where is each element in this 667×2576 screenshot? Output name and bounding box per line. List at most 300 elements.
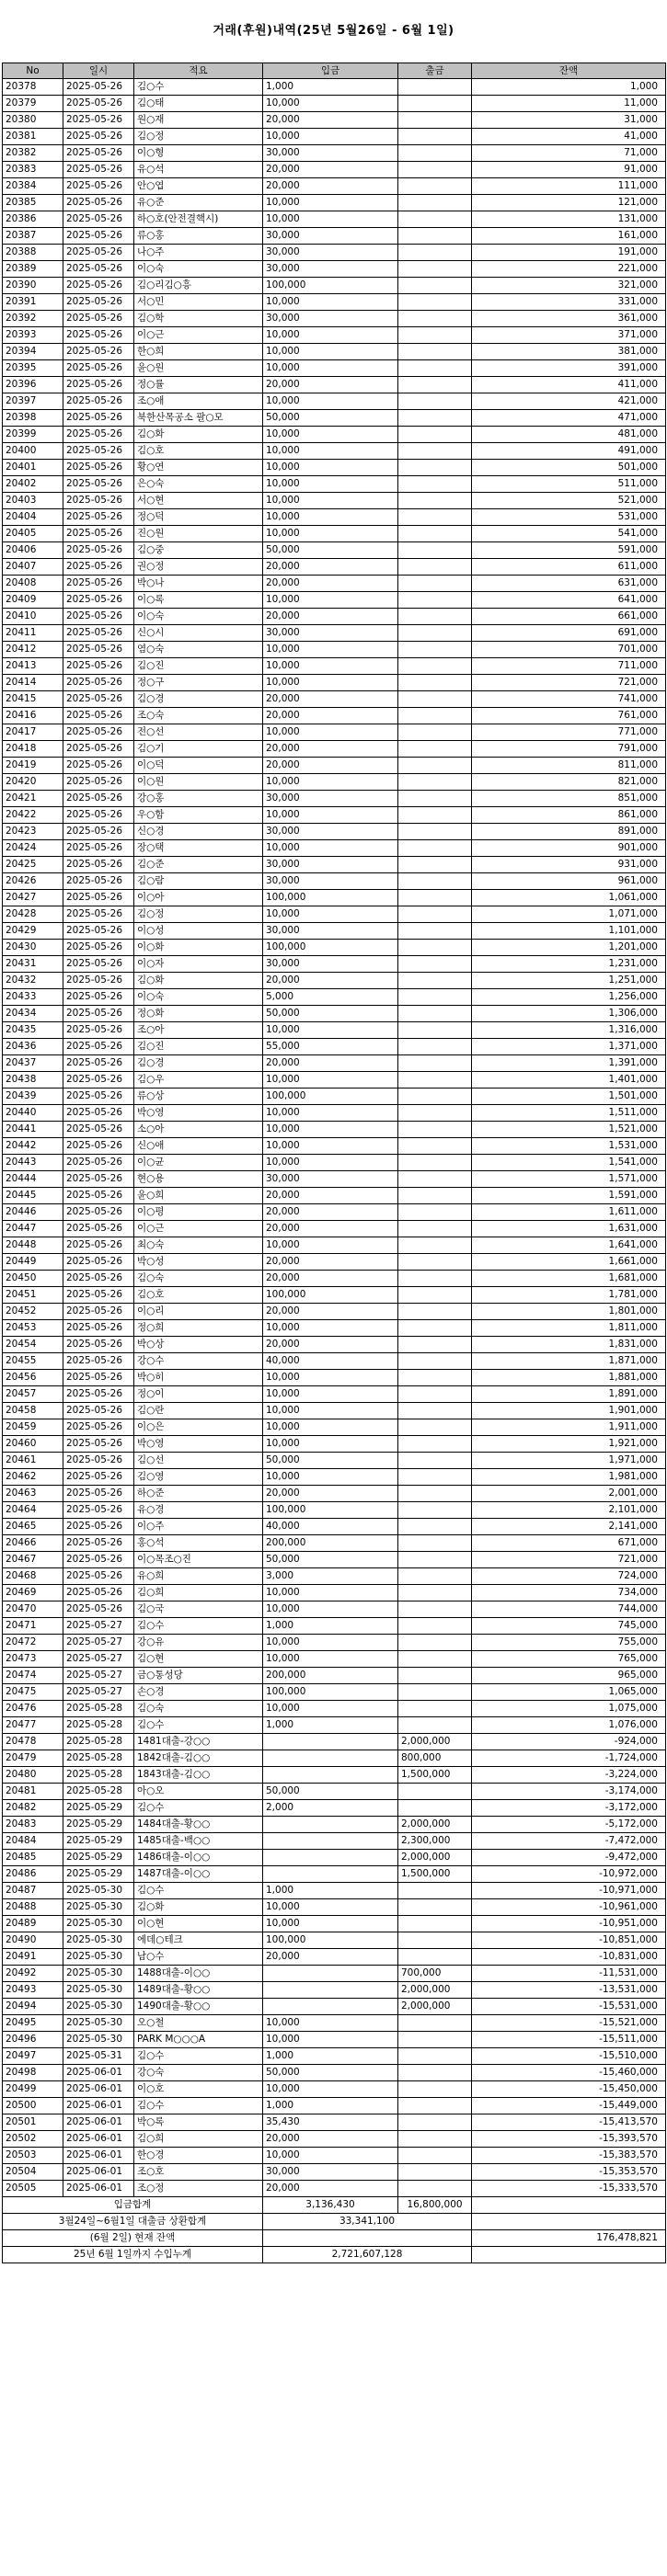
table-row (3, 724, 666, 741)
cell-no: 20478 (3, 1734, 63, 1750)
cell-withdrawal (398, 1254, 472, 1271)
cell-description: 1490대출-황○○ (134, 1999, 263, 2015)
cell-no: 20402 (3, 476, 63, 493)
cell-balance: 421,000 (472, 393, 666, 410)
cell-no: 20404 (3, 509, 63, 526)
table-row (3, 1701, 666, 1717)
cell-description: 김○수 (134, 1800, 263, 1817)
cell-balance: 1,541,000 (472, 1155, 666, 1171)
balance-empty (263, 2230, 472, 2247)
cell-date: 2025-05-26 (63, 211, 134, 228)
table-row (3, 393, 666, 410)
cell-balance: 1,631,000 (472, 1221, 666, 1237)
cell-withdrawal (398, 443, 472, 460)
balance-value: 176,478,821 (472, 2230, 666, 2247)
cell-description: 나○주 (134, 245, 263, 261)
cell-balance: 1,076,000 (472, 1717, 666, 1734)
cell-date: 2025-05-26 (63, 311, 134, 327)
table-row (3, 1122, 666, 1138)
cell-deposit: 20,000 (263, 377, 398, 393)
cell-deposit: 1,000 (263, 1717, 398, 1734)
cell-description: 이○균 (134, 1155, 263, 1171)
column-header-no: No (3, 63, 63, 79)
cell-deposit: 30,000 (263, 873, 398, 890)
cell-no: 20432 (3, 973, 63, 989)
cell-withdrawal (398, 609, 472, 625)
table-row (3, 1304, 666, 1320)
cell-balance: 41,000 (472, 129, 666, 145)
cell-description: 한○경 (134, 2148, 263, 2164)
cell-description: 에데○테크 (134, 1932, 263, 1949)
cell-no: 20447 (3, 1221, 63, 1237)
cell-balance: 1,071,000 (472, 906, 666, 923)
cell-withdrawal: 2,300,000 (398, 1833, 472, 1850)
cell-date: 2025-05-26 (63, 1370, 134, 1386)
cell-date: 2025-05-26 (63, 509, 134, 526)
cell-no: 20479 (3, 1750, 63, 1767)
cell-date: 2025-05-26 (63, 1006, 134, 1022)
cell-description: 강○수 (134, 1353, 263, 1370)
cell-deposit: 20,000 (263, 576, 398, 592)
cell-balance: -15,353,570 (472, 2164, 666, 2181)
cell-withdrawal (398, 906, 472, 923)
table-row (3, 377, 666, 393)
table-row (3, 2131, 666, 2148)
cell-balance: 631,000 (472, 576, 666, 592)
cell-no: 20459 (3, 1419, 63, 1436)
cell-withdrawal (398, 96, 472, 112)
cell-description: 1486대출-이○○ (134, 1850, 263, 1866)
cell-no: 20452 (3, 1304, 63, 1320)
cell-no: 20451 (3, 1287, 63, 1304)
table-row (3, 1171, 666, 1188)
cell-no: 20466 (3, 1535, 63, 1552)
cell-description: 김○경 (134, 691, 263, 708)
cell-date: 2025-05-26 (63, 758, 134, 774)
cell-deposit: 100,000 (263, 1287, 398, 1304)
cell-description: 박○영 (134, 1436, 263, 1453)
cell-no: 20492 (3, 1966, 63, 1982)
table-row (3, 1403, 666, 1419)
cell-balance: -1,724,000 (472, 1750, 666, 1767)
column-header-description: 적요 (134, 63, 263, 79)
cell-description: 김○수 (134, 2098, 263, 2114)
table-row (3, 1370, 666, 1386)
cell-description: 진○원 (134, 526, 263, 542)
cell-withdrawal (398, 1684, 472, 1701)
cell-no: 20413 (3, 658, 63, 675)
cell-deposit: 10,000 (263, 2032, 398, 2048)
table-row (3, 2065, 666, 2081)
table-row (3, 1237, 666, 1254)
table-row (3, 443, 666, 460)
cell-no: 20439 (3, 1089, 63, 1105)
cell-no: 20391 (3, 294, 63, 311)
cell-withdrawal (398, 2114, 472, 2131)
cell-no: 20476 (3, 1701, 63, 1717)
cell-balance: 721,000 (472, 675, 666, 691)
table-row (3, 1188, 666, 1204)
cell-date: 2025-05-26 (63, 1403, 134, 1419)
cell-date: 2025-05-30 (63, 1966, 134, 1982)
cell-balance: 791,000 (472, 741, 666, 758)
table-row (3, 1138, 666, 1155)
cell-balance: 1,781,000 (472, 1287, 666, 1304)
cell-date: 2025-05-26 (63, 1204, 134, 1221)
cell-no: 20384 (3, 178, 63, 195)
cell-balance: 321,000 (472, 278, 666, 294)
table-row (3, 906, 666, 923)
cell-date: 2025-05-26 (63, 96, 134, 112)
table-row (3, 1618, 666, 1635)
cell-no: 20385 (3, 195, 63, 211)
cell-deposit: 100,000 (263, 1932, 398, 1949)
cell-balance: 1,371,000 (472, 1039, 666, 1055)
cell-withdrawal (398, 211, 472, 228)
cell-withdrawal (398, 278, 472, 294)
cell-no: 20481 (3, 1784, 63, 1800)
cell-withdrawal (398, 1287, 472, 1304)
cell-deposit: 20,000 (263, 1221, 398, 1237)
cell-withdrawal (398, 112, 472, 129)
cell-deposit: 1,000 (263, 2048, 398, 2065)
cell-date: 2025-05-26 (63, 526, 134, 542)
table-row (3, 807, 666, 824)
cell-date: 2025-05-26 (63, 1386, 134, 1403)
cell-date: 2025-05-30 (63, 1932, 134, 1949)
cell-description: 유○희 (134, 1568, 263, 1585)
cell-balance: 2,141,000 (472, 1519, 666, 1535)
cell-deposit (263, 1767, 398, 1784)
cell-no: 20379 (3, 96, 63, 112)
cell-balance: 91,000 (472, 162, 666, 178)
cell-no: 20430 (3, 940, 63, 956)
cell-description: 김○정 (134, 129, 263, 145)
cell-balance: -924,000 (472, 1734, 666, 1750)
table-row (3, 112, 666, 129)
cell-description: 1481대출-강○○ (134, 1734, 263, 1750)
cell-withdrawal (398, 2032, 472, 2048)
cell-balance: -9,472,000 (472, 1850, 666, 1866)
cell-description: 김○기 (134, 741, 263, 758)
cell-date: 2025-05-26 (63, 1320, 134, 1337)
cell-withdrawal (398, 1188, 472, 1204)
cell-date: 2025-05-27 (63, 1651, 134, 1668)
cell-no: 20448 (3, 1237, 63, 1254)
cell-deposit: 10,000 (263, 96, 398, 112)
cell-date: 2025-05-26 (63, 1436, 134, 1453)
cell-deposit: 20,000 (263, 1055, 398, 1072)
cell-balance: 1,611,000 (472, 1204, 666, 1221)
cell-deposit: 10,000 (263, 1651, 398, 1668)
cell-description: 이○리 (134, 1304, 263, 1320)
cell-balance: -10,971,000 (472, 1883, 666, 1899)
cell-deposit: 20,000 (263, 1486, 398, 1502)
cell-no: 20423 (3, 824, 63, 840)
cell-description: 손○경 (134, 1684, 263, 1701)
table-row (3, 509, 666, 526)
cell-description: 조○애 (134, 393, 263, 410)
cell-date: 2025-05-26 (63, 1585, 134, 1601)
table-row (3, 1684, 666, 1701)
cell-withdrawal (398, 691, 472, 708)
cell-date: 2025-05-26 (63, 129, 134, 145)
cell-description: 박○록 (134, 2114, 263, 2131)
cell-withdrawal (398, 261, 472, 278)
cell-no: 20422 (3, 807, 63, 824)
cell-withdrawal: 2,000,000 (398, 1999, 472, 2015)
table-row (3, 228, 666, 245)
cell-description: 김○준 (134, 857, 263, 873)
cell-withdrawal (398, 741, 472, 758)
cell-no: 20437 (3, 1055, 63, 1072)
table-row (3, 360, 666, 377)
cell-date: 2025-06-01 (63, 2098, 134, 2114)
cell-no: 20405 (3, 526, 63, 542)
cell-balance: -15,511,000 (472, 2032, 666, 2048)
cell-date: 2025-06-01 (63, 2164, 134, 2181)
cell-date: 2025-05-26 (63, 1304, 134, 1320)
column-header-deposit: 입금 (263, 63, 398, 79)
cell-balance: 671,000 (472, 1535, 666, 1552)
cell-date: 2025-05-26 (63, 145, 134, 162)
table-row (3, 327, 666, 344)
cell-withdrawal (398, 840, 472, 857)
cell-balance: -10,951,000 (472, 1916, 666, 1932)
table-row (3, 1453, 666, 1469)
cell-no: 20502 (3, 2131, 63, 2148)
cell-description: 이○아 (134, 890, 263, 906)
cell-date: 2025-05-26 (63, 923, 134, 940)
cell-no: 20417 (3, 724, 63, 741)
cell-deposit: 10,000 (263, 195, 398, 211)
cell-date: 2025-05-26 (63, 1171, 134, 1188)
transaction-rows (3, 79, 666, 2197)
cell-balance: 734,000 (472, 1585, 666, 1601)
cell-withdrawal (398, 1072, 472, 1089)
table-row (3, 410, 666, 427)
cell-balance: 1,811,000 (472, 1320, 666, 1337)
table-row (3, 1221, 666, 1237)
cell-description: 이○호 (134, 2081, 263, 2098)
cell-withdrawal (398, 1949, 472, 1966)
cell-date: 2025-05-26 (63, 1237, 134, 1254)
cumulative-label: 25년 6월 1일까지 수입누계 (3, 2247, 263, 2263)
cell-description: 이○평 (134, 1204, 263, 1221)
cell-withdrawal (398, 940, 472, 956)
cell-description: 김○중 (134, 542, 263, 559)
table-row (3, 311, 666, 327)
table-row (3, 344, 666, 360)
cell-date: 2025-05-30 (63, 1949, 134, 1966)
cell-balance: -15,460,000 (472, 2065, 666, 2081)
cell-description: 김○수 (134, 2048, 263, 2065)
cell-withdrawal (398, 791, 472, 807)
cell-description: 박○상 (134, 1337, 263, 1353)
cell-no: 20386 (3, 211, 63, 228)
cell-withdrawal (398, 1932, 472, 1949)
cell-no: 20488 (3, 1899, 63, 1916)
cell-date: 2025-05-26 (63, 625, 134, 642)
cell-deposit (263, 1850, 398, 1866)
cell-date: 2025-05-26 (63, 741, 134, 758)
cell-withdrawal: 1,500,000 (398, 1767, 472, 1784)
cell-withdrawal (398, 559, 472, 576)
cell-no: 20434 (3, 1006, 63, 1022)
cell-deposit: 10,000 (263, 1403, 398, 1419)
table-row (3, 840, 666, 857)
cell-description: 김○호 (134, 1287, 263, 1304)
table-row (3, 261, 666, 278)
cell-withdrawal (398, 377, 472, 393)
cell-balance: 1,801,000 (472, 1304, 666, 1320)
cell-deposit: 20,000 (263, 1949, 398, 1966)
cell-no: 20412 (3, 642, 63, 658)
cell-date: 2025-05-27 (63, 1635, 134, 1651)
cell-balance: 741,000 (472, 691, 666, 708)
table-row (3, 1039, 666, 1055)
cell-balance: 1,531,000 (472, 1138, 666, 1155)
table-row (3, 1800, 666, 1817)
cell-description: 강○유 (134, 1635, 263, 1651)
table-row (3, 278, 666, 294)
cell-no: 20445 (3, 1188, 63, 1204)
cell-withdrawal (398, 245, 472, 261)
cell-withdrawal (398, 807, 472, 824)
cell-withdrawal (398, 576, 472, 592)
cell-description: 서○민 (134, 294, 263, 311)
cell-withdrawal (398, 1701, 472, 1717)
cell-withdrawal (398, 774, 472, 791)
cell-date: 2025-05-28 (63, 1784, 134, 1800)
table-row (3, 1966, 666, 1982)
cell-balance: 1,256,000 (472, 989, 666, 1006)
cell-deposit: 30,000 (263, 228, 398, 245)
cell-withdrawal (398, 344, 472, 360)
cell-deposit: 30,000 (263, 1171, 398, 1188)
cell-description: 염○숙 (134, 642, 263, 658)
table-row (3, 741, 666, 758)
cell-balance: 1,571,000 (472, 1171, 666, 1188)
table-row (3, 1999, 666, 2015)
cell-deposit: 3,000 (263, 1568, 398, 1585)
cell-deposit: 20,000 (263, 1304, 398, 1320)
cell-deposit (263, 1982, 398, 1999)
cell-date: 2025-05-26 (63, 642, 134, 658)
cell-date: 2025-05-26 (63, 1221, 134, 1237)
cell-description: 김○진 (134, 658, 263, 675)
cell-balance: 1,661,000 (472, 1254, 666, 1271)
cell-balance: -15,413,570 (472, 2114, 666, 2131)
cell-deposit: 10,000 (263, 807, 398, 824)
cell-no: 20425 (3, 857, 63, 873)
cell-deposit: 10,000 (263, 1122, 398, 1138)
cell-no: 20471 (3, 1618, 63, 1635)
cell-balance: 1,511,000 (472, 1105, 666, 1122)
cell-description: 한○희 (134, 344, 263, 360)
cell-withdrawal (398, 228, 472, 245)
cell-description: 이○은 (134, 1419, 263, 1436)
cell-withdrawal (398, 178, 472, 195)
cell-deposit: 1,000 (263, 1618, 398, 1635)
cell-no: 20491 (3, 1949, 63, 1966)
cell-balance: 771,000 (472, 724, 666, 741)
cell-description: 우○함 (134, 807, 263, 824)
cell-balance: -10,961,000 (472, 1899, 666, 1916)
cell-date: 2025-05-26 (63, 1419, 134, 1436)
cell-no: 20469 (3, 1585, 63, 1601)
cell-deposit: 50,000 (263, 1453, 398, 1469)
cell-withdrawal: 800,000 (398, 1750, 472, 1767)
cell-deposit: 10,000 (263, 1370, 398, 1386)
cell-no: 20494 (3, 1999, 63, 2015)
cell-withdrawal: 2,000,000 (398, 1817, 472, 1833)
cell-no: 20420 (3, 774, 63, 791)
cell-withdrawal (398, 1055, 472, 1072)
cell-date: 2025-05-29 (63, 1800, 134, 1817)
cell-no: 20392 (3, 311, 63, 327)
cell-withdrawal (398, 1386, 472, 1403)
cell-deposit: 10,000 (263, 493, 398, 509)
cell-deposit (263, 1966, 398, 1982)
cell-balance: 691,000 (472, 625, 666, 642)
table-row (3, 1022, 666, 1039)
cell-description: 정○덕 (134, 509, 263, 526)
cell-no: 20414 (3, 675, 63, 691)
summary-repayment-row (3, 2214, 666, 2230)
cell-description: 김○수 (134, 79, 263, 96)
cell-balance: 481,000 (472, 427, 666, 443)
cell-balance: 661,000 (472, 609, 666, 625)
table-row (3, 2164, 666, 2181)
cell-date: 2025-05-26 (63, 460, 134, 476)
table-row (3, 96, 666, 112)
table-row (3, 1386, 666, 1403)
cell-deposit: 10,000 (263, 642, 398, 658)
cell-no: 20390 (3, 278, 63, 294)
cell-balance: -15,393,570 (472, 2131, 666, 2148)
cell-no: 20493 (3, 1982, 63, 1999)
cell-description: 김○숙 (134, 1271, 263, 1287)
cell-withdrawal (398, 542, 472, 559)
cell-date: 2025-05-26 (63, 245, 134, 261)
cell-description: 정○구 (134, 675, 263, 691)
cell-withdrawal (398, 311, 472, 327)
cell-withdrawal (398, 1784, 472, 1800)
table-row (3, 658, 666, 675)
table-row (3, 1287, 666, 1304)
table-row (3, 1982, 666, 1999)
cell-balance: -3,172,000 (472, 1800, 666, 1817)
cell-date: 2025-05-26 (63, 724, 134, 741)
table-row (3, 1055, 666, 1072)
cell-no: 20465 (3, 1519, 63, 1535)
cell-deposit: 10,000 (263, 526, 398, 542)
cell-withdrawal (398, 1138, 472, 1155)
table-row (3, 1271, 666, 1287)
cell-description: 신○경 (134, 824, 263, 840)
table-row (3, 2015, 666, 2032)
table-row (3, 642, 666, 658)
cell-description: 오○철 (134, 2015, 263, 2032)
cell-description: 김○영 (134, 1469, 263, 1486)
cumulative-value: 2,721,607,128 (263, 2247, 472, 2263)
table-row (3, 2081, 666, 2098)
cell-balance: 901,000 (472, 840, 666, 857)
cell-withdrawal (398, 1618, 472, 1635)
cell-deposit: 10,000 (263, 1138, 398, 1155)
cell-date: 2025-05-27 (63, 1684, 134, 1701)
